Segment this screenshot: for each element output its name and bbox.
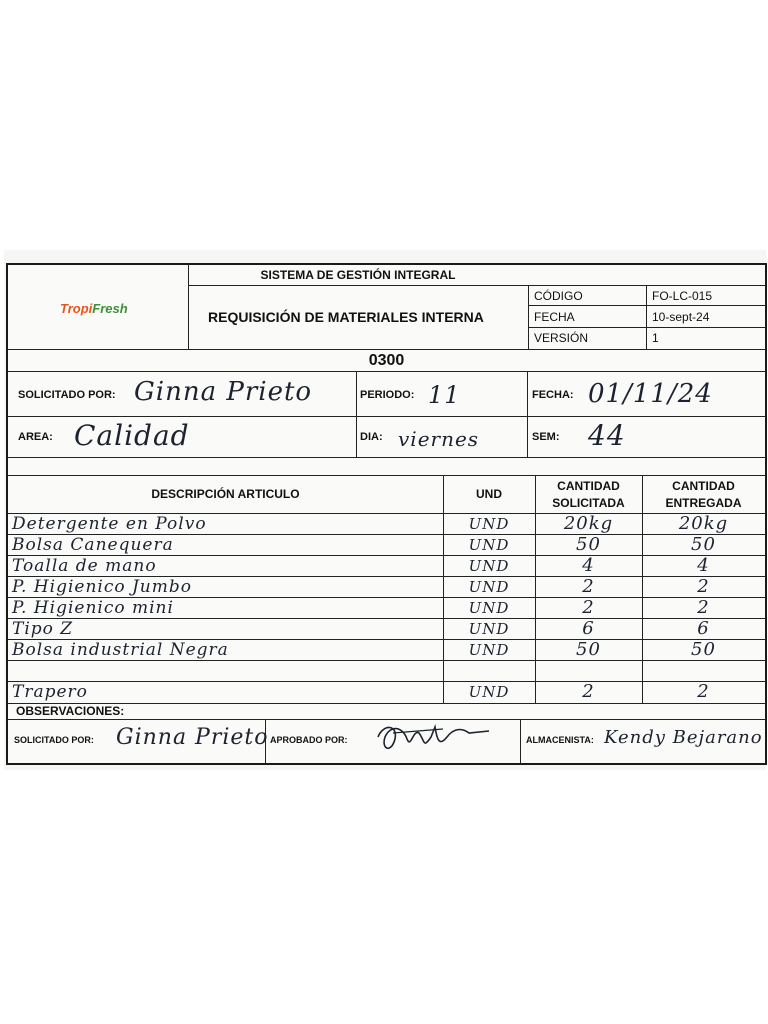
footer-solicitado-label: SOLICITADO POR: <box>14 735 94 745</box>
row-und: UND <box>468 536 510 554</box>
dia-label: DIA: <box>360 431 383 443</box>
row-desc: P. Higienico mini <box>12 598 174 618</box>
area-value: Calidad <box>74 419 190 452</box>
system-title: SISTEMA DE GESTIÓN INTEGRAL <box>260 268 456 282</box>
col-solicitada-1: CANTIDAD <box>557 479 620 493</box>
row-und: UND <box>468 515 510 533</box>
fecha-doc-value: 10-sept-24 <box>652 310 710 324</box>
codigo-label: CÓDIGO <box>534 289 583 303</box>
row-ent: 2 <box>697 681 710 702</box>
row-desc: Toalla de mano <box>12 556 157 576</box>
periodo-label: PERIODO: <box>360 389 415 401</box>
col-entregada-1: CANTIDAD <box>672 479 735 493</box>
row-ent: 20kg <box>678 513 729 534</box>
version-value: 1 <box>652 331 659 345</box>
row-und: UND <box>468 620 510 638</box>
row-desc: P. Higienico Jumbo <box>12 577 192 597</box>
row-sol: 50 <box>576 639 601 660</box>
col-entregada-2: ENTREGADA <box>665 496 742 510</box>
row-und: UND <box>468 599 510 617</box>
row-ent: 50 <box>691 534 716 555</box>
tropifresh-logo: TropiFresh <box>60 301 128 316</box>
fecha-doc-label: FECHA <box>534 310 575 324</box>
row-und: UND <box>468 641 510 659</box>
row-ent: 2 <box>697 597 710 618</box>
col-und: UND <box>476 487 502 501</box>
sem-value: 44 <box>588 419 626 452</box>
aprobado-signature <box>373 719 493 759</box>
fecha-value: 01/11/24 <box>588 379 713 409</box>
codigo-value: FO-LC-015 <box>652 289 713 303</box>
almacenista-label: ALMACENISTA: <box>526 735 594 745</box>
row-sol: 2 <box>582 576 595 597</box>
row-sol: 6 <box>582 618 595 639</box>
solicitado-value: Ginna Prieto <box>134 377 313 407</box>
col-solicitada-2: SOLICITADA <box>552 496 625 510</box>
requisition-form <box>6 263 767 765</box>
footer-solicitado-value: Ginna Prieto <box>116 725 269 750</box>
row-desc: Bolsa Canequera <box>12 535 174 555</box>
row-sol: 4 <box>582 555 595 576</box>
observaciones-label: OBSERVACIONES: <box>16 704 125 718</box>
row-ent: 4 <box>697 555 710 576</box>
row-und: UND <box>468 683 510 701</box>
row-sol: 2 <box>582 681 595 702</box>
row-sol: 20kg <box>563 513 614 534</box>
row-desc: Trapero <box>12 682 88 702</box>
periodo-value: 11 <box>428 381 461 409</box>
row-und: UND <box>468 578 510 596</box>
solicitado-label: SOLICITADO POR: <box>18 389 116 401</box>
row-sol: 50 <box>576 534 601 555</box>
col-descripcion: DESCRIPCIÓN ARTICULO <box>151 487 300 501</box>
row-und: UND <box>468 557 510 575</box>
row-sol: 2 <box>582 597 595 618</box>
row-ent: 2 <box>697 576 710 597</box>
fecha-label: FECHA: <box>532 389 574 401</box>
row-ent: 50 <box>691 639 716 660</box>
row-desc: Tipo Z <box>12 619 74 639</box>
dia-value: viernes <box>398 427 480 451</box>
version-label: VERSIÓN <box>534 331 589 345</box>
aprobado-label: APROBADO POR: <box>270 735 348 745</box>
area-label: AREA: <box>18 431 53 443</box>
row-ent: 6 <box>697 618 710 639</box>
row-divider <box>8 660 765 661</box>
sem-label: SEM: <box>532 431 560 443</box>
requisition-number: 0300 <box>368 352 405 369</box>
row-desc: Bolsa industrial Negra <box>12 640 229 660</box>
row-desc: Detergente en Polvo <box>12 514 207 534</box>
form-title: REQUISICIÓN DE MATERIALES INTERNA <box>208 309 484 325</box>
almacenista-value: Kendy Bejarano <box>604 727 763 748</box>
